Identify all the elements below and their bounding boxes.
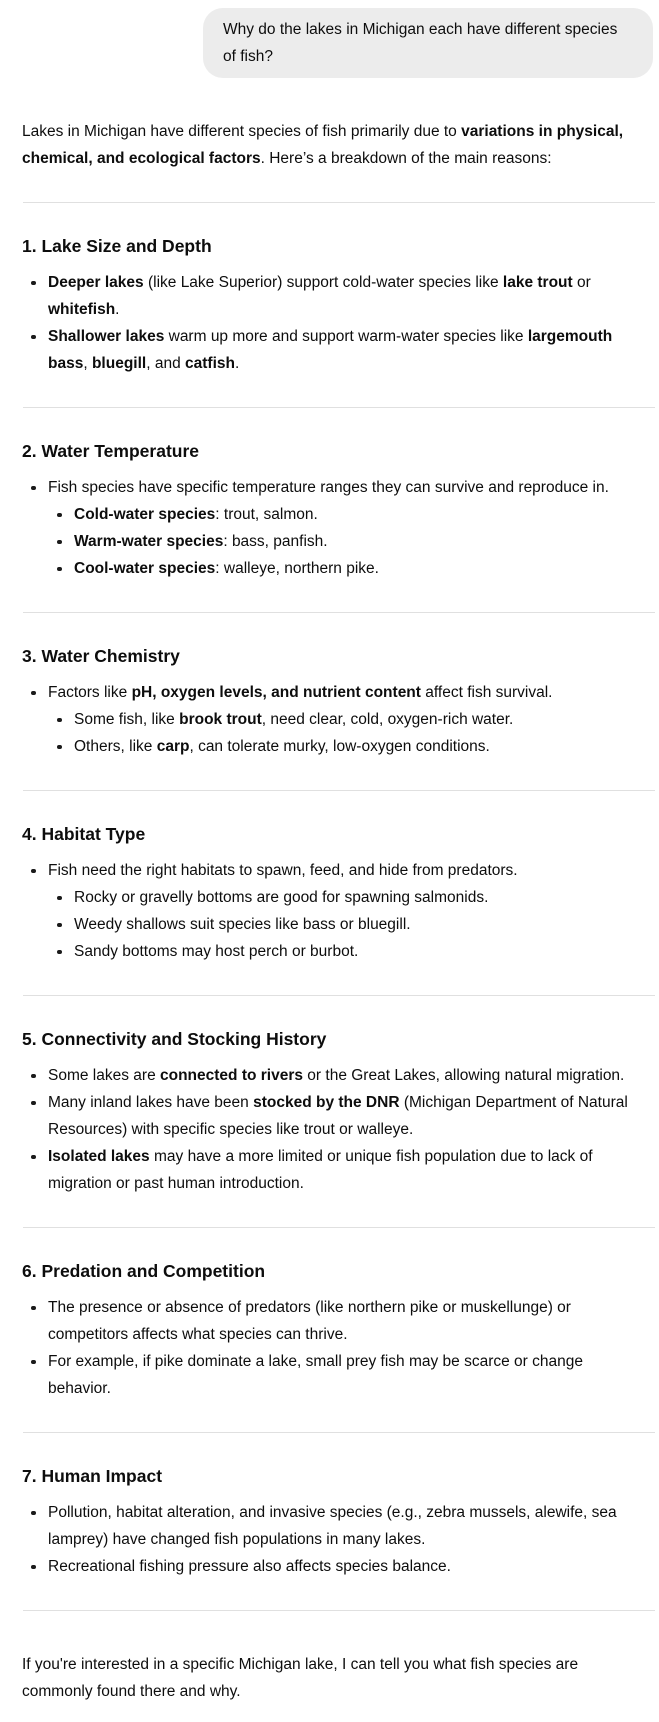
section-list: [22, 1499, 655, 1580]
assistant-sections: [22, 202, 655, 1580]
bullet-item: [22, 679, 655, 760]
bullet-item: [22, 1294, 655, 1348]
text: : trout, salmon.: [215, 506, 318, 523]
bold-text: lake trout: [502, 274, 573, 291]
bold-text: carp: [156, 738, 190, 755]
section-divider: [23, 202, 655, 203]
section: [22, 440, 655, 582]
bold-text: catfish: [185, 355, 235, 372]
text: Rocky or gravelly bottoms are good for spawning salmonids.: [74, 889, 489, 906]
bullet-item: [22, 1089, 655, 1143]
section-divider: [23, 1610, 655, 1611]
section-divider: [23, 612, 655, 613]
section: [22, 1465, 655, 1580]
text: .: [115, 301, 120, 318]
bold-text: Warm-water species: [74, 533, 224, 550]
bold-text: variations in physical, chemical, and ecological factors: [22, 123, 624, 167]
section-list: [22, 474, 655, 582]
section-list: [22, 679, 655, 760]
section-heading: 1. Lake Size and Depth: [22, 236, 212, 256]
text: The presence or absence of predators (like northern pike or muskellunge) or competitors affects what species can thrive.: [48, 1299, 571, 1343]
bullet-item: [22, 269, 655, 323]
bold-text: Isolated lakes: [48, 1148, 150, 1165]
text: Fish need the right habitats to spawn, feed, and hide from predators.: [48, 862, 518, 879]
section-divider: [23, 407, 655, 408]
nested-bullet-item: [48, 501, 645, 528]
section-heading: 7. Human Impact: [22, 1466, 163, 1486]
nested-bullet-item: [48, 555, 645, 582]
bold-text: bluegill: [91, 355, 147, 372]
bold-text: whitefish: [48, 301, 116, 318]
assistant-closing-paragraph: If you're interested in a specific Michigan lake, I can tell you what fish species are commonly found there and why.: [22, 1656, 579, 1700]
bullet-item: [22, 474, 655, 582]
section-list: [22, 857, 655, 965]
assistant-intro-paragraph: [22, 118, 645, 172]
bold-text: Shallower lakes: [48, 328, 165, 345]
section-list: [22, 1294, 655, 1402]
section-heading: 5. Connectivity and Stocking History: [22, 1029, 327, 1049]
text: : bass, panfish.: [223, 533, 328, 550]
text: Weedy shallows suit species like bass or bluegill.: [74, 916, 411, 933]
section-heading: 3. Water Chemistry: [22, 646, 180, 666]
section: [22, 1028, 655, 1197]
text: : walleye, northern pike.: [215, 560, 379, 577]
bold-text: pH, oxygen levels, and nutrient content: [131, 684, 421, 701]
bold-text: connected to rivers: [160, 1067, 303, 1084]
text: Recreational fishing pressure also affects species balance.: [48, 1558, 451, 1575]
text: , can tolerate murky, low-oxygen conditions.: [189, 738, 490, 755]
bold-text: Cool-water species: [74, 560, 216, 577]
bullet-item: [22, 1143, 655, 1197]
nested-list: [48, 501, 645, 582]
section-divider: [23, 995, 655, 996]
nested-bullet-item: [48, 938, 645, 965]
text: ,: [83, 355, 92, 372]
nested-bullet-item: [48, 706, 645, 733]
bullet-item: [22, 857, 655, 965]
text: Fish species have specific temperature ranges they can survive and reproduce in.: [48, 479, 609, 496]
text: Sandy bottoms may host perch or burbot.: [74, 943, 359, 960]
section: [22, 235, 655, 377]
section: [22, 1260, 655, 1402]
text: (like Lake Superior) support cold-water species like: [143, 274, 503, 291]
bold-text: largemouth bass: [48, 328, 613, 372]
text: .: [234, 355, 240, 372]
section-heading: 6. Predation and Competition: [22, 1261, 266, 1281]
section: [22, 645, 655, 760]
section-list: [22, 269, 655, 377]
user-message-bubble: [203, 8, 653, 78]
text: Many inland lakes have been: [48, 1094, 254, 1111]
text: or: [572, 274, 591, 291]
user-message-row: [22, 8, 655, 78]
section-divider: [23, 1432, 655, 1433]
user-message-text: Why do the lakes in Michigan each have different species of fish?: [223, 21, 618, 65]
text: Some lakes are: [48, 1067, 160, 1084]
bold-text: brook trout: [179, 711, 262, 728]
text: , and: [146, 355, 185, 372]
text: (Michigan Department of Natural Resources) with specific species like trout or walleye.: [48, 1094, 628, 1138]
bullet-item: [22, 1348, 655, 1402]
nested-bullet-item: [48, 733, 645, 760]
bullet-item: [22, 323, 655, 377]
text: . Here’s a breakdown of the main reasons:: [260, 150, 552, 167]
bold-text: stocked by the DNR: [253, 1094, 400, 1111]
section-heading: 2. Water Temperature: [22, 441, 199, 461]
text: Pollution, habitat alteration, and invasive species (e.g., zebra mussels, alewife, sea lamprey) have changed fish populations in many lakes.: [48, 1504, 617, 1548]
text: Lakes in Michigan have different species of fish primarily due to: [22, 123, 462, 140]
section-list: [22, 1062, 655, 1197]
bullet-item: [22, 1499, 655, 1553]
text: may have a more limited or unique fish population due to lack of migration or past human introduction.: [48, 1148, 593, 1192]
text: Factors like: [48, 684, 132, 701]
bold-text: Cold-water species: [74, 506, 216, 523]
bullet-item: [22, 1062, 655, 1089]
text: Others, like: [74, 738, 157, 755]
nested-list: [48, 706, 645, 760]
text: or the Great Lakes, allowing natural migration.: [303, 1067, 625, 1084]
text: affect fish survival.: [420, 684, 553, 701]
text: For example, if pike dominate a lake, small prey fish may be scarce or change behavior.: [48, 1353, 583, 1397]
text: warm up more and support warm-water species like: [164, 328, 528, 345]
section-heading: 4. Habitat Type: [22, 824, 146, 844]
assistant-message: [22, 118, 655, 1705]
section-divider: [23, 1227, 655, 1228]
nested-bullet-item: [48, 528, 645, 555]
bullet-item: [22, 1553, 655, 1580]
nested-bullet-item: [48, 911, 645, 938]
section: [22, 823, 655, 965]
nested-bullet-item: [48, 884, 645, 911]
nested-list: [48, 884, 645, 965]
text: Some fish, like: [74, 711, 180, 728]
bold-text: Deeper lakes: [48, 274, 144, 291]
text: , need clear, cold, oxygen-rich water.: [261, 711, 514, 728]
section-divider: [23, 790, 655, 791]
